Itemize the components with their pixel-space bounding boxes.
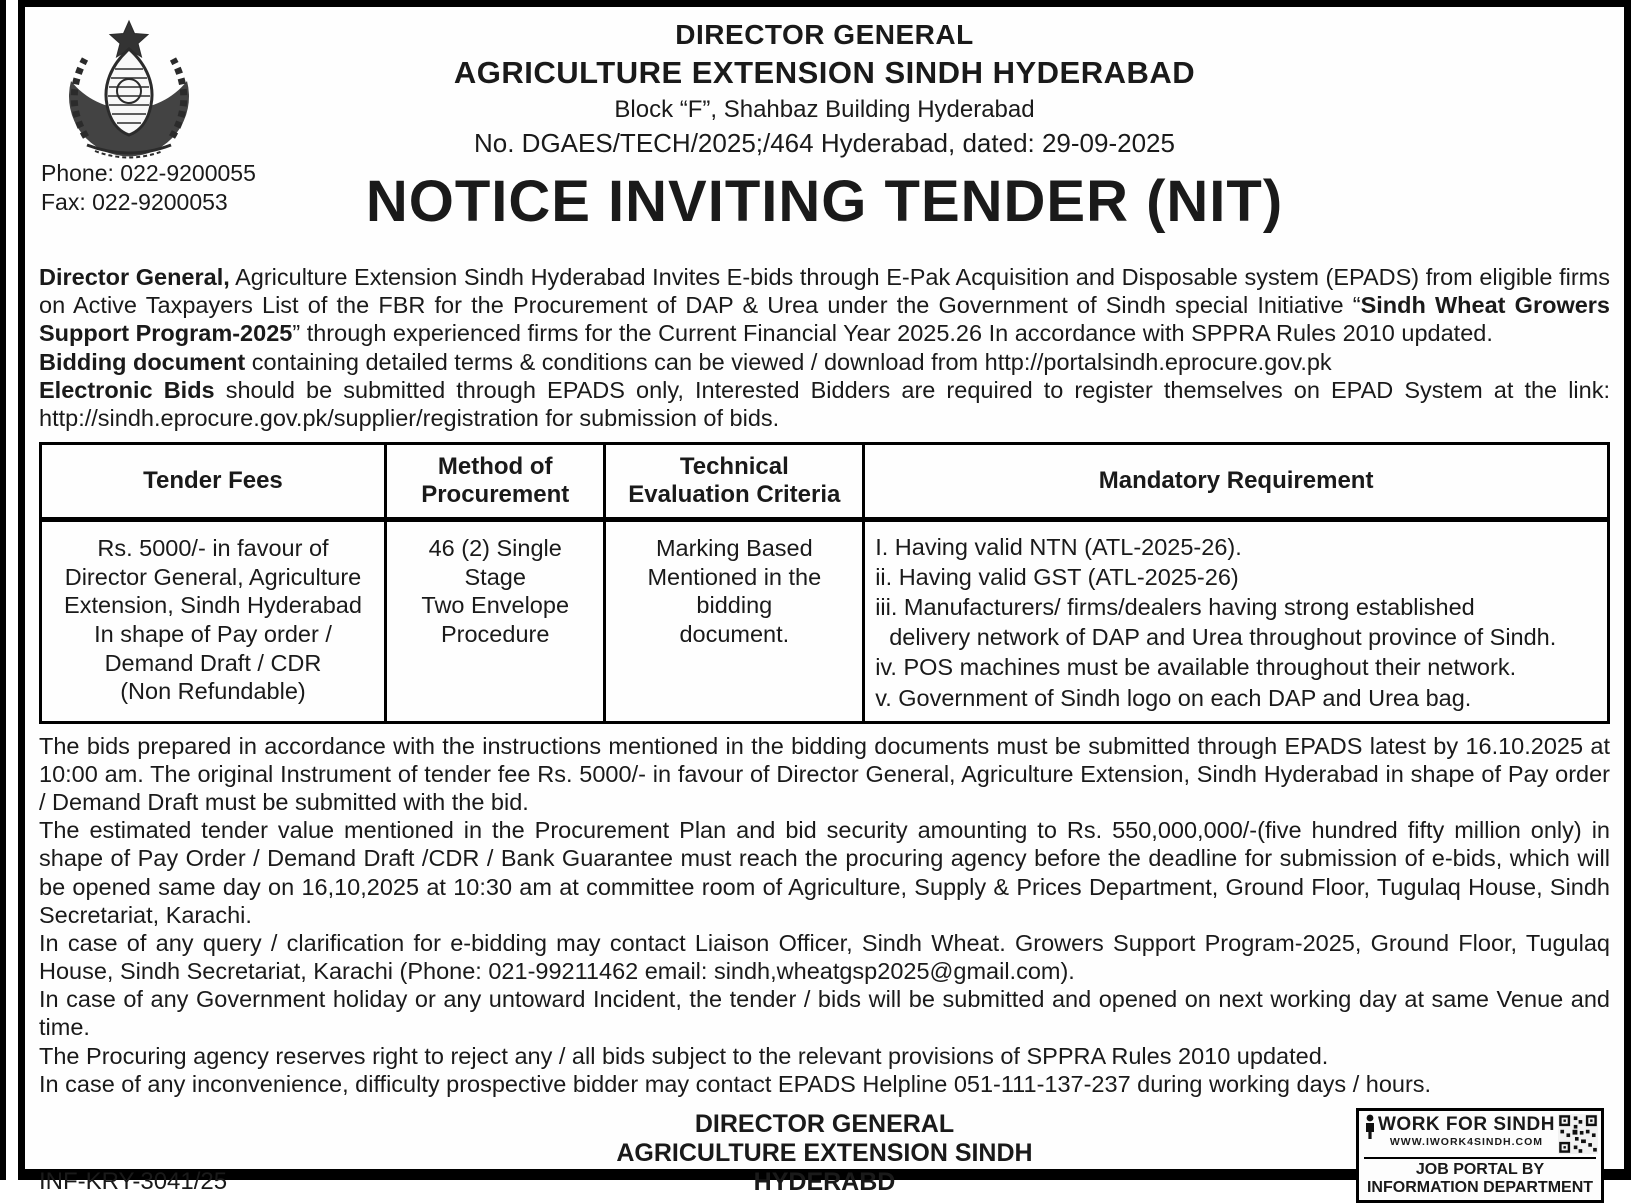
work-banner-divider [1364,1157,1596,1159]
header-mandatory-requirement: Mandatory Requirement [864,444,1609,520]
intro-paragraph: Director General, Agriculture Extension Sindh Hyderabad Invites E-bids through E-Pak Acquisition and Disposable system (EPADS) from eligible firms on Active Taxpayers List of the FBR for the Procurement of DAP & Urea under the Government of Sindh special Initiative “Sindh Wheat Growers Support Program-2025” through experienced firms for the Current Financial Year 2025.26 In accordance with SPPRA Rules 2010 updated. [39,264,1611,347]
program-name: Sindh Wheat Growers Support Program-2025 [39,292,1611,347]
page-edge-rule [0,0,6,1180]
org-title-line2: AGRICULTURE EXTENSION SINDH HYDERABAD [453,55,1196,90]
org-address: Block “F”, Shahbaz Building Hyderabad [614,96,1035,123]
bidding-document-paragraph: Bidding document containing detailed terms & conditions can be viewed / download from http://portalsindh.eprocure.gov.pk [39,348,1332,375]
terms-paragraph-4: In case of any Government holiday or any untoward Incident, the tender / bids will be submitted and opened on next working day at same Venue and time. [39,986,1610,1041]
bidding-lead: Bidding document [39,348,246,375]
notice-body-intro [39,263,1610,432]
terms-paragraph-2: The estimated tender value mentioned in the Procurement Plan and bid security amounting to Rs. 550,000,000/-(five hundred fifty million only) in shape of Pay Order / Demand Draft /CDR / Bank Guarantee must reach the procuring agency before the deadline for submission of e-bids, which will be opened same day on 16,10,2025 at 10:30 am at committee room of Agriculture, Supply & Prices Department, Ground Floor, Tugulaq House, Sindh Secretariat, Karachi. [39,817,1610,928]
signature-line2: AGRICULTURE EXTENSION SINDH [616,1138,1033,1167]
person-icon [1364,1114,1376,1140]
header-technical-evaluation-criteria: Technical Evaluation Criteria [605,444,864,520]
work-banner-url: WWW.IWORK4SINDH.COM [1389,1136,1544,1149]
advertisement-number: INF-KRY-3041/25 [39,1168,228,1196]
work-banner-title: WORK FOR SINDH [1378,1114,1555,1136]
tender-details-table [39,442,1610,723]
phone-number: Phone: 022-9200055 [41,160,256,186]
mandatory-requirement-cell: I. Having valid NTN (ATL-2025-26). ii. Having valid GST (ATL-2025-26) iii. Manufacturers/ firms/dealers having strong established delivery network of DAP and Urea throughout province of Sindh. iv. POS machines must be available throughout their network. v. Government of Sindh logo on each DAP and Urea bag. [864,520,1609,722]
terms-paragraph-6: In case of any inconvenience, difficulty prospective bidder may contact EPADS Helpline 051-111-137-237 during working days / hours. [39,1070,1432,1097]
terms-paragraph-5: The Procuring agency reserves right to reject any / all bids subject to the relevant provisions of SPPRA Rules 2010 updated. [39,1042,1329,1069]
table-row [41,520,1609,722]
table-header-row [41,444,1609,520]
work-banner-line3: INFORMATION DEPARTMENT [1366,1179,1594,1197]
notice-header [39,11,1610,263]
org-title-line1: DIRECTOR GENERAL [675,19,974,50]
fax-number: Fax: 022-9200053 [41,188,228,215]
work-for-sindh-banner [1356,1108,1604,1203]
signature-line1: DIRECTOR GENERAL [694,1110,955,1139]
letterhead [39,11,1610,159]
notice-terms [39,732,1610,1098]
intro-lead: Director General, [39,264,230,290]
notice-frame [18,0,1631,1197]
tender-fees-cell: Rs. 5000/- in favour of Director General, Agriculture Extension, Sindh Hyderabad In shape of Pay order / Demand Draft / CDR (Non Refundable) [41,520,386,722]
signature-line3: HYDERABD [753,1167,896,1196]
contact-block [41,159,256,217]
header-tender-fees: Tender Fees [41,444,386,520]
electronic-bids-paragraph: Electronic Bids should be submitted through EPADS only, Interested Bidders are required to register themselves on EPAD System at the link: http://sindh.eprocure.gov.pk/supplier/registration for submission of bids. [39,376,1610,431]
terms-paragraph-3: In case of any query / clarification for e-bidding may contact Liaison Officer, Sindh Wheat. Growers Support Program-2025, Ground Floor, Tugulaq House, Sindh Secretariat, Karachi (Phone: 021-99211462 email: sindh,wheatgsp2025@gmail.com). [39,929,1610,985]
notice-title: NOTICE INVITING TENDER (NIT) [365,169,1284,234]
notice-footer [39,1108,1610,1200]
work-banner-line2: JOB PORTAL BY [1415,1161,1545,1179]
electronic-lead: Electronic Bids [39,376,215,403]
reference-number-line: No. DGAES/TECH/2025;/464 Hyderabad, dated: 29-09-2025 [474,128,1175,158]
work-banner-top-row [1364,1114,1596,1154]
technical-evaluation-cell: Marking Based Mentioned in the bidding document. [605,520,864,722]
qr-code-icon [1558,1114,1598,1154]
sindh-government-emblem-logo [53,15,205,165]
header-method-of-procurement: Method of Procurement [385,444,605,520]
terms-paragraph-1: The bids prepared in accordance with the instructions mentioned in the bidding documents must be submitted through EPADS latest by 16.10.2025 at 10:00 am. The original Instrument of tender fee Rs. 5000/- in favour of Director General, Agriculture Extension, Sindh Hyderabad in shape of Pay order / Demand Draft must be submitted with the bid. [39,732,1610,815]
method-of-procurement-cell: 46 (2) Single Stage Two Envelope Procedure [385,520,605,722]
